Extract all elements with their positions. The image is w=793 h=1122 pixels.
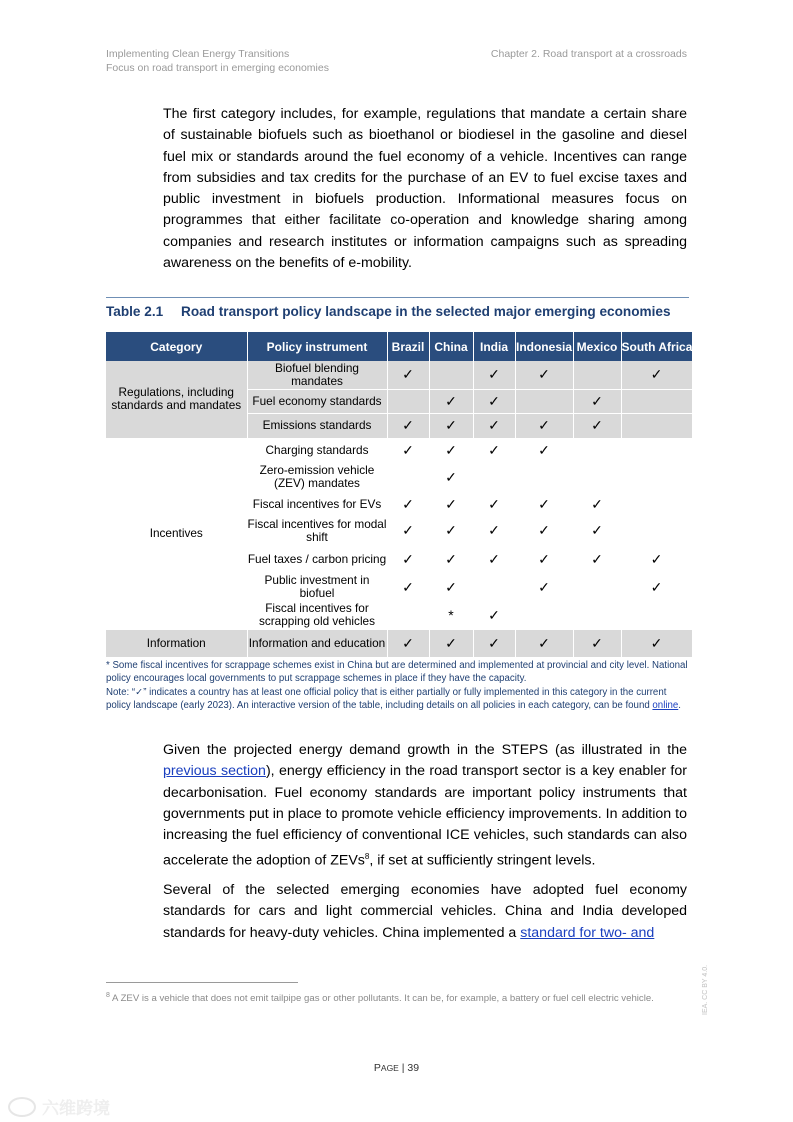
para2-text-end: , if set at sufficiently stringent levels. bbox=[369, 853, 596, 870]
mark-cell: ✓ bbox=[515, 516, 573, 545]
mark-cell: * bbox=[429, 601, 473, 629]
mark-cell: ✓ bbox=[387, 361, 429, 389]
mark-cell: ✓ bbox=[387, 573, 429, 601]
instrument-cell: Fiscal incentives for modal shift bbox=[247, 516, 387, 544]
mark-cell: ✓ bbox=[621, 361, 692, 389]
mark-cell: ✓ bbox=[473, 629, 515, 657]
page-label-first: P bbox=[373, 1062, 381, 1074]
mark-cell: ✓ bbox=[387, 492, 429, 516]
mark-cell: ✓ bbox=[473, 438, 515, 462]
instrument-cell: Fiscal incentives for scrapping old vehicles bbox=[247, 601, 387, 629]
mark-cell: ✓ bbox=[573, 516, 621, 545]
mark-cell bbox=[573, 462, 621, 492]
mark-cell: ✓ bbox=[429, 573, 473, 601]
header-report-title: Implementing Clean Energy Transitions bbox=[106, 48, 290, 60]
mark-cell: ✓ bbox=[473, 516, 515, 545]
category-cell: Regulations, including standards and mandates bbox=[106, 361, 247, 438]
mark-cell: ✓ bbox=[429, 389, 473, 413]
mark-cell bbox=[573, 438, 621, 462]
mark-cell bbox=[387, 389, 429, 413]
header-china: China bbox=[429, 332, 473, 361]
table-body bbox=[106, 361, 692, 657]
table-note-text: Note: “✓” indicates a country has at least one official policy that is either partially or fully implemented in this category in the current policy landscape (early 2023). An interactive version of the table, including details on all policies in each category, can be found bbox=[106, 687, 667, 711]
mark-cell bbox=[573, 573, 621, 601]
mark-cell: ✓ bbox=[473, 389, 515, 413]
two-wheeler-standard-link[interactable]: standard for two- and bbox=[520, 924, 655, 941]
header-brazil: Brazil bbox=[387, 332, 429, 361]
instrument-cell: Public investment in biofuel bbox=[247, 573, 387, 601]
mark-cell: ✓ bbox=[429, 413, 473, 438]
instrument-cell: Fiscal incentives for EVs bbox=[247, 492, 387, 516]
mark-cell bbox=[429, 361, 473, 389]
header-india: India bbox=[473, 332, 515, 361]
mark-cell: ✓ bbox=[387, 516, 429, 545]
table-number: Table 2.1 bbox=[106, 304, 164, 319]
mark-cell: ✓ bbox=[473, 601, 515, 629]
mark-cell: ✓ bbox=[515, 438, 573, 462]
license-note: IEA. CC BY 4.0. bbox=[702, 964, 709, 1015]
mark-cell: ✓ bbox=[573, 492, 621, 516]
footnote-number: 8 bbox=[106, 992, 110, 999]
watermark bbox=[8, 1094, 118, 1116]
mark-cell: ✓ bbox=[473, 545, 515, 573]
instrument-cell: Fuel taxes / carbon pricing bbox=[247, 545, 387, 573]
mark-cell bbox=[515, 462, 573, 492]
table-row bbox=[106, 361, 692, 389]
mark-cell: ✓ bbox=[515, 629, 573, 657]
table-header-row bbox=[106, 332, 692, 361]
table-note bbox=[106, 687, 688, 712]
mark-cell: ✓ bbox=[429, 438, 473, 462]
header-mexico: Mexico bbox=[573, 332, 621, 361]
mark-cell bbox=[387, 462, 429, 492]
mark-cell: ✓ bbox=[429, 516, 473, 545]
mark-cell: ✓ bbox=[621, 545, 692, 573]
page-number bbox=[0, 1062, 793, 1074]
header-south-africa: South Africa bbox=[621, 332, 692, 361]
online-link[interactable]: online bbox=[652, 699, 679, 711]
mark-cell: ✓ bbox=[573, 545, 621, 573]
mark-cell: ✓ bbox=[515, 545, 573, 573]
mark-cell bbox=[621, 492, 692, 516]
mark-cell: ✓ bbox=[473, 361, 515, 389]
mark-cell: ✓ bbox=[473, 413, 515, 438]
mark-cell: ✓ bbox=[387, 545, 429, 573]
header-policy-instrument: Policy instrument bbox=[247, 332, 387, 361]
running-header-left bbox=[106, 47, 329, 75]
previous-section-link[interactable]: previous section bbox=[163, 763, 266, 780]
table-row bbox=[106, 629, 692, 657]
mark-cell: ✓ bbox=[387, 629, 429, 657]
mark-cell: ✓ bbox=[621, 629, 692, 657]
mark-cell: ✓ bbox=[621, 573, 692, 601]
header-report-subtitle: Focus on road transport in emerging economies bbox=[106, 62, 329, 74]
instrument-cell: Charging standards bbox=[247, 438, 387, 462]
category-cell: Information bbox=[106, 629, 247, 657]
instrument-cell: Zero-emission vehicle (ZEV) mandates bbox=[247, 462, 387, 492]
para2-text-middle: ), energy efficiency in the road transport sector is a key enabler for decarbonisation. Fuel economy standards are important policy instruments that governments put in place to promote vehicle efficiency improvements. In addition to increasing the fuel efficiency of conventional ICE vehicles, such standards can also accelerate the adoption of ZEVs bbox=[163, 763, 687, 870]
mark-cell: ✓ bbox=[573, 413, 621, 438]
policy-table bbox=[106, 332, 693, 658]
category-cell: Incentives bbox=[106, 438, 247, 629]
table-note-end: . bbox=[678, 699, 681, 711]
table-footnote-star: * Some fiscal incentives for scrappage schemes exist in China but are determined and implemented at provincial and city level. National policy encourages local governments to put scrappage schemes in place if they have the capacity. bbox=[106, 660, 688, 684]
instrument-cell: Fuel economy standards bbox=[247, 389, 387, 413]
footnote-divider bbox=[106, 982, 298, 983]
page-number-value: 39 bbox=[407, 1062, 420, 1074]
mark-cell bbox=[573, 361, 621, 389]
page-label-rest: AGE bbox=[380, 1063, 399, 1073]
table-row bbox=[106, 438, 692, 462]
mark-cell bbox=[473, 462, 515, 492]
running-header-right: Chapter 2. Road transport at a crossroads bbox=[490, 48, 687, 60]
page-separator: | bbox=[398, 1062, 408, 1074]
mark-cell bbox=[621, 389, 692, 413]
mark-cell bbox=[621, 516, 692, 545]
para3-text: Several of the selected emerging economies have adopted fuel economy standards for cars and light commercial vehicles. China and India developed standards for heavy-duty vehicles. China implemented a bbox=[163, 882, 687, 941]
mark-cell bbox=[515, 389, 573, 413]
instrument-cell: Biofuel blending mandates bbox=[247, 361, 387, 389]
mark-cell bbox=[621, 413, 692, 438]
mark-cell: ✓ bbox=[387, 438, 429, 462]
mark-cell: ✓ bbox=[515, 492, 573, 516]
paragraph-energy-efficiency bbox=[163, 740, 687, 873]
header-indonesia: Indonesia bbox=[515, 332, 573, 361]
mark-cell bbox=[573, 601, 621, 629]
mark-cell bbox=[473, 573, 515, 601]
instrument-cell: Information and education bbox=[247, 629, 387, 657]
mark-cell: ✓ bbox=[387, 413, 429, 438]
mark-cell bbox=[621, 438, 692, 462]
watermark-text: 六维跨境 bbox=[42, 1099, 110, 1118]
mark-cell bbox=[515, 601, 573, 629]
mark-cell: ✓ bbox=[515, 361, 573, 389]
table-caption bbox=[106, 297, 689, 326]
mark-cell: ✓ bbox=[429, 492, 473, 516]
mark-cell: ✓ bbox=[515, 573, 573, 601]
para2-text-start: Given the projected energy demand growth in the STEPS (as illustrated in the bbox=[163, 742, 687, 758]
table-title: Road transport policy landscape in the selected major emerging economies bbox=[181, 304, 671, 319]
mark-cell: ✓ bbox=[429, 462, 473, 492]
instrument-cell: Emissions standards bbox=[247, 413, 387, 438]
mark-cell: ✓ bbox=[429, 545, 473, 573]
mark-cell: ✓ bbox=[573, 389, 621, 413]
mark-cell: ✓ bbox=[473, 492, 515, 516]
mark-cell bbox=[387, 601, 429, 629]
watermark-logo-icon bbox=[8, 1097, 36, 1117]
footnote bbox=[106, 989, 688, 1005]
mark-cell: ✓ bbox=[515, 413, 573, 438]
paragraph-fuel-economy-standards bbox=[163, 880, 687, 944]
header-category: Category bbox=[106, 332, 247, 361]
intro-paragraph: The first category includes, for example, regulations that mandate a certain share of sustainable biofuels such as bioethanol or biodiesel in the gasoline and diesel fuel mix or standards around the fuel economy of a vehicle. Incentives can range from subsidies and tax credits for the purchase of an EV to fuel excise taxes and public investment in biofuels production. Informational measures focus on programmes that either facilitate co-operation and knowledge sharing among companies and research institutes or information campaigns such as spreading awareness on the benefits of e-mobility. bbox=[163, 106, 687, 272]
footnote-ref-8[interactable]: 8 bbox=[364, 852, 370, 862]
mark-cell bbox=[621, 462, 692, 492]
mark-cell: ✓ bbox=[429, 629, 473, 657]
footnote-text: A ZEV is a vehicle that does not emit tailpipe gas or other pollutants. It can be, for example, a battery or fuel cell electric vehicle. bbox=[109, 993, 654, 1005]
mark-cell bbox=[621, 601, 692, 629]
mark-cell: ✓ bbox=[573, 629, 621, 657]
